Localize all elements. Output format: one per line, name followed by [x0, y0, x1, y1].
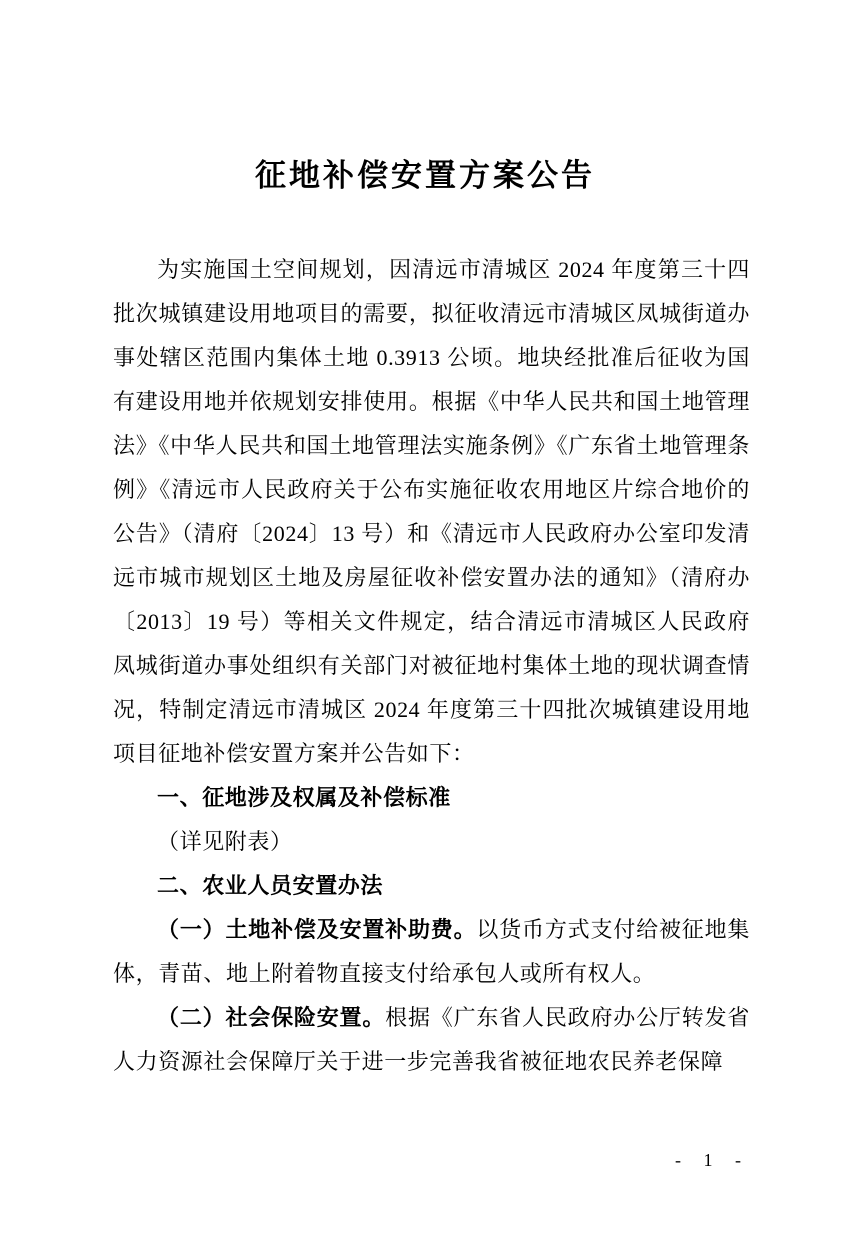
section-2-item-2-lead: （二）社会保险安置。 [157, 1005, 386, 1030]
section-2-item-2 [113, 996, 750, 1084]
document-body [113, 248, 750, 1084]
section-2-item-1-lead: （一）土地补偿及安置补助费。 [157, 917, 477, 942]
section-2-item-1 [113, 908, 750, 996]
section-2-item-1-body: 以货币方式支付给被征地集体，青苗、地上附着物直接支付给承包人或所有权人。 [113, 917, 750, 986]
document-title: 征地补偿安置方案公告 [255, 158, 595, 193]
page-number: - 1 - [675, 1150, 750, 1170]
section-2-heading: 二、农业人员安置办法 [157, 873, 384, 898]
paragraph-intro: 为实施国土空间规划，因清远市清城区 2024 年度第三十四批次城镇建设用地项目的需要，拟征收清远市清城区凤城街道办事处辖区范围内集体土地 0.3913 公顷。地块经批准后征收为国有建设用地并依规划安排使用。根据《中华人民共和国土地管理法》《中华人民共和国土地管理法实施条例》《广东省土地管理条例》《清远市人民政府关于公布实施征收农用地区片综合地价的公告》（清府〔2024〕13 号）和《清远市人民政府办公室印发清远市城市规划区土地及房屋征收补偿安置办法的通知》（清府办〔2013〕19 号）等相关文件规定，结合清远市清城区人民政府凤城街道办事处组织有关部门对被征地村集体土地的现状调查情况，特制定清远市清城区 2024 年度第三十四批次城镇建设用地项目征地补偿安置方案并公告如下： [113, 257, 750, 766]
section-1-note: （详见附表） [157, 829, 293, 854]
section-2-item-2-body: 根据《广东省人民政府办公厅转发省人力资源社会保障厅关于进一步完善我省被征地农民养老保障 [113, 1005, 750, 1074]
section-1-heading: 一、征地涉及权属及补偿标准 [157, 785, 451, 810]
